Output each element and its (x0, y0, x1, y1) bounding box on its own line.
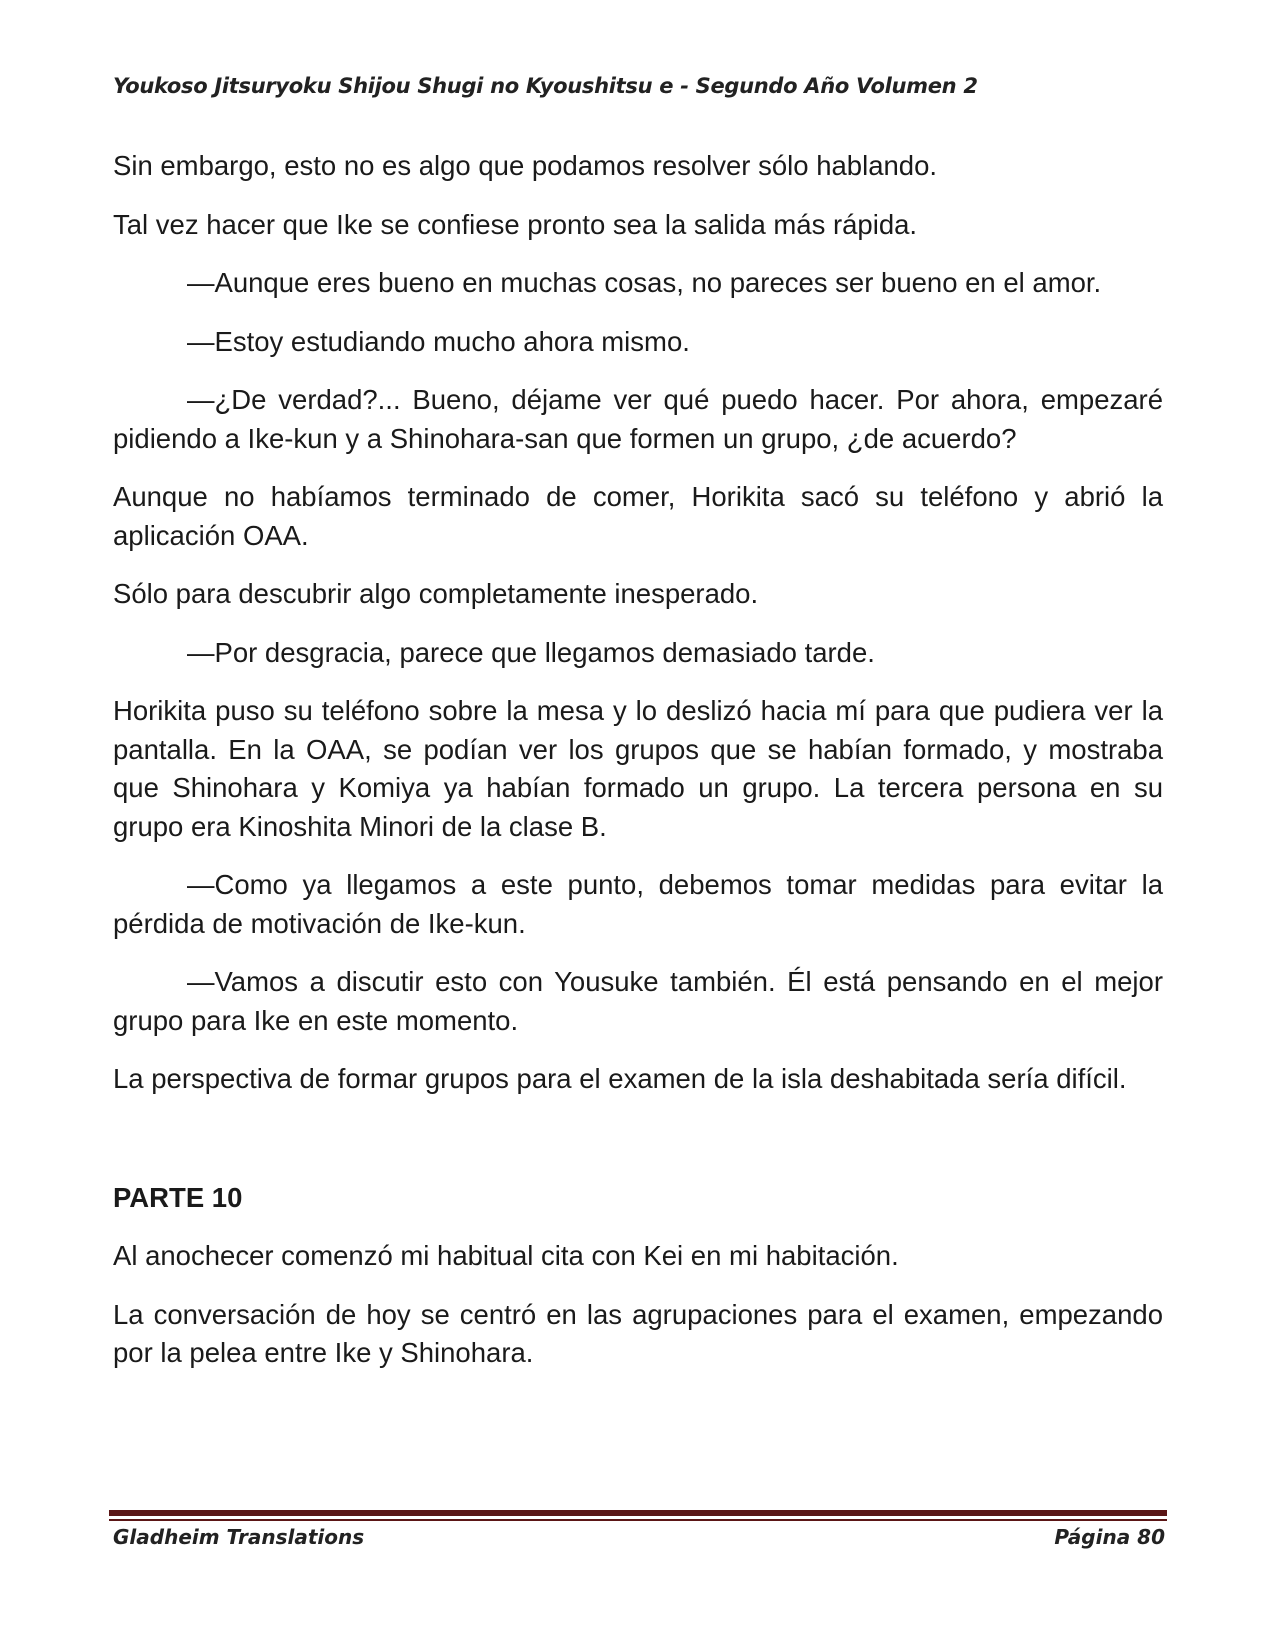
dialogue-line: —Aunque eres bueno en muchas cosas, no pareces ser bueno en el amor. (187, 267, 1102, 298)
footer-divider (109, 1510, 1167, 1516)
page-number: Página 80 (1054, 1525, 1165, 1549)
dialogue-line: —Estoy estudiando mucho ahora mismo. (187, 325, 690, 357)
paragraph: Sólo para descubrir algo completamente inesperado. (113, 578, 759, 609)
paragraph: Al anochecer comenzó mi habitual cita con Kei en mi habitación. (113, 1240, 899, 1271)
paragraph: La perspectiva de formar grupos para el examen de la isla deshabitada sería difícil. (113, 1063, 1127, 1094)
dialogue-line: —¿De verdad?... Bueno, déjame ver qué puedo hacer. Por ahora, empezaré pidiendo a Ike-kun y a Shinohara-san que formen un grupo, ¿de acuerdo? (113, 384, 1163, 454)
footer-credit: Gladheim Translations (113, 1525, 365, 1549)
section-heading: PARTE 10 (113, 1181, 243, 1213)
paragraph: La conversación de hoy se centró en las agrupaciones para el examen, empezando por la pelea entre Ike y Shinohara. (113, 1298, 1163, 1368)
paragraph: Aunque no habíamos terminado de comer, Horikita sacó su teléfono y abrió la aplicación OAA. (113, 481, 1163, 551)
paragraph: Horikita puso su teléfono sobre la mesa y lo deslizó hacia mí para que pudiera ver la pantalla. En la OAA, se podían ver los grupos que se habían formado, y mostraba que Shinohara y Komiya ya habían formado un grupo. La tercera persona en su grupo era Kinoshita Minori de la clase B. (113, 695, 1163, 842)
footer-divider-thin (109, 1519, 1167, 1521)
dialogue-line: —Vamos a discutir esto con Yousuke también. Él está pensando en el mejor grupo para Ike en este momento. (113, 966, 1163, 1036)
running-header: Youkoso Jitsuryoku Shijou Shugi no Kyoushitsu e - Segundo Año Volumen 2 (113, 74, 978, 98)
dialogue-line: —Como ya llegamos a este punto, debemos tomar medidas para evitar la pérdida de motivación de Ike-kun. (113, 869, 1163, 939)
paragraph: Sin embargo, esto no es algo que podamos resolver sólo hablando. (113, 150, 938, 181)
body-text (113, 147, 1163, 1393)
paragraph: Tal vez hacer que Ike se confiese pronto sea la salida más rápida. (113, 208, 918, 240)
dialogue-line: —Por desgracia, parece que llegamos demasiado tarde. (187, 636, 875, 668)
